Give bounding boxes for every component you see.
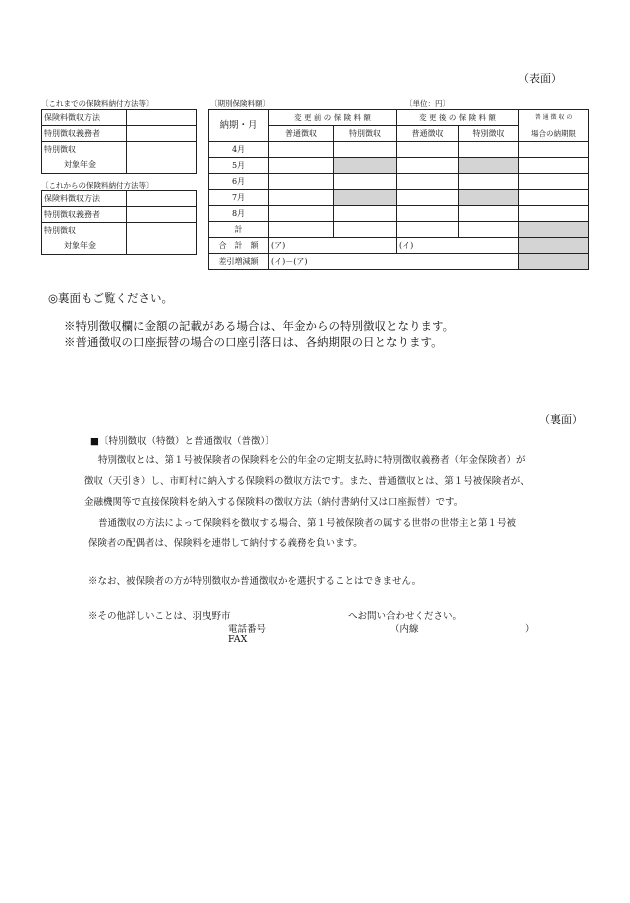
target-pension-value [127, 223, 197, 255]
before-change-header: 変 更 前 の 保 険 料 額 [269, 110, 397, 126]
withholding-agent-label: 特別徴収義務者 [42, 207, 127, 223]
choice-note: ※なお、被保険者の方が特別徴収か普通徴収かを選択することはできません。 [88, 576, 422, 587]
table-row [209, 206, 589, 222]
table-row [209, 158, 589, 174]
month-label: 7月 [209, 190, 269, 206]
deadline-header-line2: 場合の納期限 [519, 126, 589, 142]
contact-prefix: ※その他詳しいことは、羽曳野市 [88, 611, 231, 622]
collection-method-value [127, 191, 197, 207]
after-change-header: 変 更 後 の 保 険 料 額 [397, 110, 519, 126]
withholding-agent-value [127, 207, 197, 223]
collection-method-value [127, 110, 197, 126]
sum-before: (ア) [269, 238, 397, 254]
phone-label: 電話番号 [228, 624, 267, 635]
withholding-agent-value [127, 126, 197, 142]
month-label: 8月 [209, 206, 269, 222]
table-row [209, 190, 589, 206]
fax-label: FAX [228, 634, 248, 645]
back-side-label: （裏面） [539, 413, 583, 426]
periodic-premium-title: 〔期別保険料額〕 [210, 99, 270, 108]
period-month-header: 納期・月 [209, 110, 269, 142]
future-payment-table [41, 190, 197, 255]
extension-close: ） [525, 624, 535, 635]
future-payment-method-title: 〔これからの保険料納付方法等〕 [41, 181, 154, 190]
deadline-header-line1: 普 通 徴 収 の [519, 110, 589, 126]
total-label: 計 [209, 222, 269, 238]
before-special-header: 特別徴収 [334, 126, 397, 142]
table-row [209, 222, 589, 238]
previous-payment-method-title: 〔これまでの保険料納付方法等〕 [41, 99, 154, 108]
target-pension-label: 対象年金 [42, 158, 127, 174]
front-side-label: （表面） [518, 72, 562, 85]
withholding-agent-label: 特別徴収義務者 [42, 126, 127, 142]
special-collection-label: 特別徴収 [42, 223, 127, 239]
month-label: 6月 [209, 174, 269, 190]
paragraph-line: 普通徴収の方法によって保険料を徴収する場合、第１号被保険者の属する世帯の世帯主と第１号被 [98, 518, 517, 529]
month-label: 5月 [209, 158, 269, 174]
after-special-header: 特別徴収 [459, 126, 519, 142]
special-collection-note: ※特別徴収欄に金額の記載がある場合は、年金からの特別徴収となります。 [64, 319, 455, 333]
month-label: 4月 [209, 142, 269, 158]
table-row [209, 142, 589, 158]
periodic-premium-table [208, 109, 589, 270]
account-debit-note: ※普通徴収の口座振替の場合の口座引落日は、各納期限の日となります。 [64, 335, 443, 349]
back-heading: ■〔特別徴収（特徴）と普通徴収（普徴）〕 [90, 436, 275, 447]
extension-label: （内線 [390, 624, 419, 635]
contact-inquiry: へお問い合わせください。 [348, 611, 463, 622]
unit-label: 〔単位：円〕 [405, 99, 450, 108]
previous-payment-table [41, 109, 197, 174]
difference-formula: (イ)－(ア) [269, 254, 519, 270]
sum-label: 合 計 額 [209, 238, 269, 254]
sum-after: (イ) [397, 238, 519, 254]
collection-method-label: 保険料徴収方法 [42, 191, 127, 207]
target-pension-label: 対象年金 [42, 239, 127, 255]
paragraph-line: 保険者の配偶者は、保険料を連帯して納付する義務を負います。 [88, 538, 363, 549]
table-row [209, 254, 589, 270]
table-row [209, 174, 589, 190]
after-normal-header: 普通徴収 [397, 126, 459, 142]
paragraph-line: 徴収（天引き）し、市町村に納入する保険料の徴収方法です。また、普通徴収とは、第１号被保険者が、 [84, 476, 530, 487]
paragraph-line: 金融機関等で直接保険料を納入する保険料の徴収方法（納付書納付又は口座振替）です。 [84, 497, 464, 508]
before-normal-header: 普通徴収 [269, 126, 334, 142]
see-back-notice: ◎裏面もご覧ください。 [48, 291, 174, 305]
special-collection-label: 特別徴収 [42, 142, 127, 158]
table-row [209, 238, 589, 254]
difference-label: 差引増減額 [209, 254, 269, 270]
collection-method-label: 保険料徴収方法 [42, 110, 127, 126]
target-pension-value [127, 142, 197, 174]
paragraph-line: 特別徴収とは、第１号被保険者の保険料を公的年金の定期支払時に特別徴収義務者（年金保険者）が [98, 455, 526, 466]
